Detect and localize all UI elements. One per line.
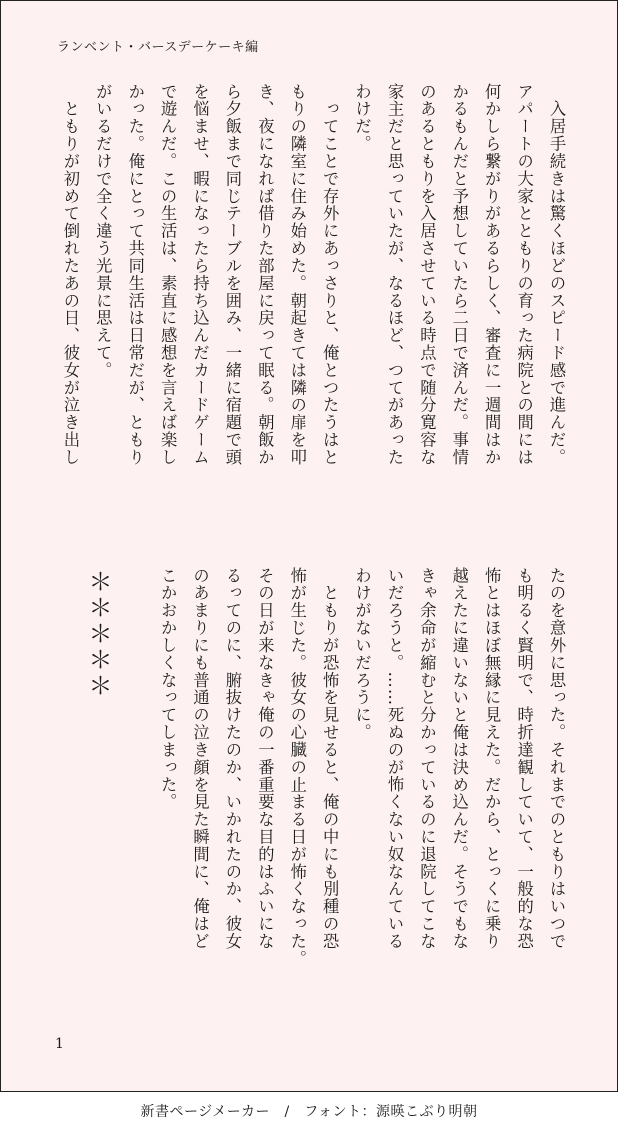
text-line: わけだ。 — [352, 83, 372, 153]
text-line: 怖とはほぼ無縁に見えた。だから、とっくに乗り — [482, 567, 502, 951]
text-line: かった。俺にとって共同生活は日常だが、ともり — [125, 83, 145, 467]
page-header-title: ランベント・バースデーケーキ編 — [57, 40, 259, 55]
text-line: いだろうと。……死ぬのが怖くない奴なんている — [384, 567, 404, 951]
text-line: ともりが初めて倒れたあの日、彼女が泣き出し — [60, 83, 80, 467]
text-line: きゃ余命が縮むと分かっているのに退院してこな — [417, 567, 437, 951]
text-line: がいるだけで全く違う光景に思えて。 — [93, 83, 113, 379]
text-line: も明るく賢明で、時折達観していて、一般的な恐 — [514, 567, 534, 951]
footer-credit: 新書ページメーカー / フォント：源暎こぶり明朝 — [140, 1104, 478, 1120]
section-separator: ＊＊＊＊＊ — [84, 569, 112, 699]
text-line: 何かしら繋がりがあるらしく、審査に一週間はか — [482, 83, 502, 467]
text-line: 家主だと思っていたが、なるほど、つてがあった — [384, 83, 404, 467]
text-line: たのを意外に思った。それまでのともりはいつで — [547, 567, 566, 951]
upper-text-block — [41, 83, 572, 523]
text-line: わけがないだろうに。 — [352, 567, 372, 742]
text-line: その日が来なきゃ俺の一番重要な目的はふいにな — [255, 567, 275, 951]
text-line: こかおかしくなってしまった。 — [158, 567, 178, 811]
text-line: で遊んだ。この生活は、素直に感想を言えば楽し — [158, 83, 178, 467]
text-line: るってのに、腑抜けたのか、いかれたのか、彼女 — [222, 567, 242, 951]
text-line: ともりが恐怖を見せると、俺の中にも別種の恐 — [320, 567, 340, 951]
text-line: のあるともりを入居させている時点で随分寛容な — [417, 83, 437, 467]
text-line: を悩ませ、暇になったら持ち込んだカードゲーム — [190, 83, 210, 467]
text-line: ってことで存外にあっさりと、俺とつたうはと — [320, 83, 340, 467]
text-line: もりの隣室に住み始めた。朝起きては隣の扉を叩 — [287, 83, 307, 467]
text-line: 怖が生じた。彼女の心臓の止まる日が怖くなった。 — [287, 567, 307, 968]
text-line: 入居手続きは驚くほどのスピード感で進んだ。 — [547, 83, 566, 467]
text-line: 越えたに違いないと俺は決め込んだ。そうでもな — [449, 567, 469, 951]
text-line: アパートの大家とともりの育った病院との間には — [514, 83, 534, 467]
text-line: ら夕飯まで同じテーブルを囲み、一緒に宿題で頭 — [222, 83, 242, 467]
text-line: かるもんだと予想していたら二日で済んだ。事情 — [449, 83, 469, 467]
text-line: き、夜になれば借りた部屋に戻って眠る。朝飯か — [255, 83, 275, 467]
page-number: 1 — [55, 1036, 64, 1052]
text-line: のあまりにも普通の泣き顔を見た瞬間に、俺はど — [190, 567, 210, 951]
lower-text-block — [146, 567, 572, 1007]
